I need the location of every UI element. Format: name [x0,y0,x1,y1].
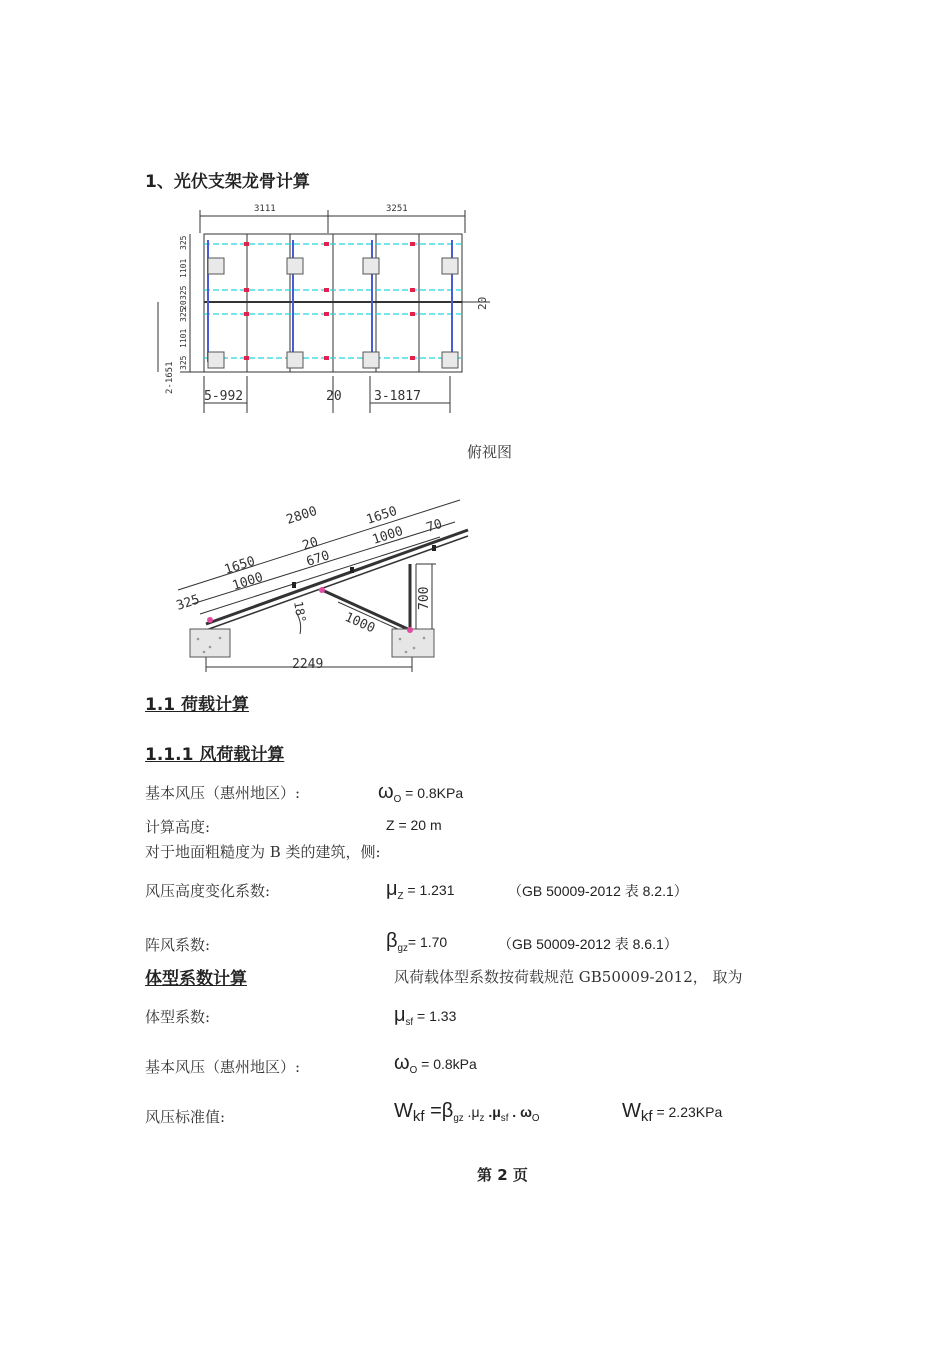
dim-bottom-3: 3-1817 [374,389,421,404]
std-value-result: $W_{kf} = 2.23KPa$ [622,1100,723,1125]
dim-top-2: 3251 [386,204,408,214]
shape-coef-label: 体型系数: [145,1008,211,1026]
dim-left-3: 325 [179,285,188,300]
std-value-label: 风压标准值: [145,1108,226,1126]
section-title: 1、光伏支架龙骨计算 [145,172,310,192]
dim-top-1: 3111 [254,204,276,214]
section-heading-1-1-1: 1.1.1 风荷载计算 [145,745,285,765]
dim-left-6: 1101 [179,328,188,348]
dim-bottom-1: 5-992 [204,389,244,404]
dim-bottom-2: 20 [326,389,342,404]
side-dim-1650-left: 1650 [222,553,258,578]
side-dim-20: 20 [300,534,321,554]
dim-left-5: 325 [179,307,188,322]
page-number: 第 2 页 [477,1166,528,1184]
top-view-drawing [150,198,500,420]
dim-left-7: 325 [179,355,188,370]
basic-wind-2-value: $\omega_O = 0.8kPa$ [394,1052,477,1076]
calc-height-label: 计算高度: [145,818,211,836]
side-view-drawing [170,492,480,677]
side-dim-1000-left: 1000 [230,569,266,594]
side-dim-2249: 2249 [292,657,324,672]
shape-heading: 体型系数计算 [145,969,247,989]
basic-wind-value: $\omega_O = 0.8KPa$ [378,781,464,805]
dim-right: 20 [476,296,489,310]
dim-left-4: 20 [179,300,188,310]
height-coef-standard: （GB 50009-2012 表 8.2.1） [508,883,688,899]
basic-wind-2-label: 基本风压（惠州地区）: [145,1058,301,1076]
gust-label: 阵风系数: [145,936,211,954]
side-dim-1000-top: 1000 [370,523,406,548]
gust-standard: （GB 50009-2012 表 8.6.1） [498,936,678,952]
side-dim-1000-brace: 1000 [342,609,378,637]
side-dim-670: 670 [304,548,332,570]
top-view-caption: 俯视图 [467,443,513,461]
side-dim-1650-top: 1650 [364,503,400,528]
height-coef-value: $\mu_Z = 1.231$ [386,878,455,902]
height-coef-label: 风压高度变化系数: [145,882,271,900]
gust-value: $\beta_{gz}= 1.70$ [386,930,448,954]
dim-left-total: 2-1651 [165,361,175,394]
std-value-formula: $W_{kf} =\beta_{gz}$ $.\mu_z$ $.\mu_{sf}$ . $\omega_O$ [394,1100,540,1125]
side-dim-2800: 2800 [284,503,320,528]
side-dim-325: 325 [174,592,202,614]
terrain-note: 对于地面粗糙度为 B 类的建筑，侧: [145,843,381,861]
calc-height-value: Z = 20 m [386,817,442,833]
side-dim-700: 700 [417,586,432,610]
dim-left-1: 325 [179,235,188,250]
side-dim-70: 70 [424,516,445,536]
section-heading-1-1: 1.1 荷载计算 [145,695,250,715]
dim-left-2: 1101 [179,258,188,278]
side-dim-angle: 18° [291,600,309,624]
shape-note: 风荷载体型系数按荷载规范 GB50009-2012， 取为 [394,968,743,986]
shape-coef-value: $\mu_{sf} = 1.33$ [394,1004,457,1028]
basic-wind-label: 基本风压（惠州地区）: [145,784,301,802]
